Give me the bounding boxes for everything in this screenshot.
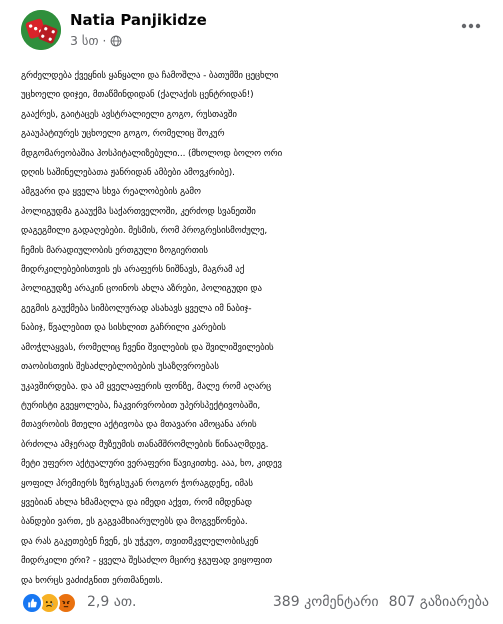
post-text-line: გრძელდება ქვეყნის ყანყალი და ჩამოშლა - ბათუმში ცეცხლი	[21, 71, 279, 81]
post-text-line: მიდრკილი ერი? - ყველა შესაძლო მცირე ჯგუფად ვიყოფით	[21, 556, 272, 567]
comments-count[interactable]: 389 კომენტარი	[272, 594, 379, 610]
post-text-line: ნაბიჯ, წვალებით და სისხლით გაჩრილი კარების	[21, 323, 226, 334]
post-text-line: ბრძოლა ამჯერად მუზეუმის თანამშრომლების წინააღმდეგ.	[21, 439, 269, 450]
post-text-line: უკავშირდება. და ამ ყველაფერის ფონზე, მალე რომ აღარც	[21, 381, 272, 392]
post-text-line: დაგეგმილი გადაღებები. მესმის, რომ პროგრესისმოძულე,	[21, 226, 268, 237]
post-text-line: გეგმის გაუქმება სიმბოლურად ასახავს ყველა იმ ნაბიჯ-	[21, 303, 252, 314]
post-text-line: თაობისთვის შესაძლებლობების უსაზღვროებას	[21, 362, 219, 373]
post-text-line: და ხორცს ვაძიძგნით ერთმანეთს.	[21, 575, 163, 586]
meta-separator: ·	[102, 33, 107, 48]
post-text-line: მიდრკილებებისთვის ეს არაფერს ნიშნავს, მაგრამ აქ	[21, 265, 245, 276]
avatar[interactable]	[21, 10, 61, 50]
shares-count[interactable]: 807 გაზიარება	[388, 594, 489, 610]
like-icon	[21, 592, 43, 614]
post-text-line: მდგომარეობაშია ჰოსპიტალიზებული... (მხოლოდ ბოლო ორი	[21, 148, 283, 159]
post-stats	[273, 594, 489, 610]
post-text-line: ბანდები ვართ, ეს გაგვამხიარულებს და მოგვეწონება.	[21, 517, 248, 528]
post-text-line: დღის საშინელებათა ჟანრიდან ამბები ამოვკრიბე).	[21, 168, 235, 179]
post-text-line: ყვებიან ახლა ხმამაღლა და იმედი აქვთ, რომ იმდენად	[21, 497, 252, 508]
post-text-line: უცხოელი დიჯეი, მთაწმინდიდან (ქალაქის ცენტრიდან!)	[21, 90, 254, 101]
post-text-line: ტურისტი გვეყოლება, ჩაკვირვრობით უპერსპექტივობაში,	[21, 400, 261, 411]
post-meta	[70, 33, 122, 48]
post-text-line: გააუპატიურეს უცხოელი გოგო, რომელიც შოკურ	[21, 129, 225, 140]
post-body-text	[21, 67, 491, 591]
post-text-line: მთავრობის მთელი აქტივობა და მთავარი ამოცანა არის	[21, 420, 257, 431]
post-text-line: ამგვარი და ყველა სხვა რეალობების გამო	[21, 187, 201, 198]
post-text-line: გააქრეს, გაიტაცეს ავსტრალიელი გოგო, რუსთავში	[21, 109, 237, 120]
reaction-count[interactable]: 2,9 ათ.	[87, 594, 137, 610]
post-time[interactable]: 3 სთ	[70, 33, 99, 48]
reaction-icons[interactable]	[21, 592, 72, 614]
post-text-line: პოლიგუდმა გააუქმა საქართველოში, კერძოდ სვანეთში	[21, 206, 256, 217]
post-footer	[21, 590, 489, 618]
author-name[interactable]: Natia Panjikidze	[70, 11, 207, 29]
globe-icon	[110, 35, 122, 47]
post-text-line: ამოჭლაყვას, რომელიც ჩვენი შვილების და შვილიშვილების	[21, 342, 274, 353]
post-header	[21, 6, 491, 56]
post-text-line: პოლიგუდზე არაკინ ცოინოს ახლა აზრები, პოლიგუდი და	[21, 284, 262, 295]
post-text-line: ყოფილ პრემიერს ზურგსუკან როგორ ჭორაგდენე, იმას	[21, 478, 253, 489]
post-text-line: მეტი უფერო აქტუალური ვერაფერი წავიკითხე. ააა, ხო, კიდევ	[21, 459, 282, 470]
post-text-line: და რას გაკეთებენ ჩვენ, ეს უჭკუო, თვითმკვლელობისკენ	[21, 536, 259, 547]
post-text-line: ჩემის მარადიულობის ერთგული ზოგიერთის	[21, 245, 208, 256]
more-options-icon[interactable]	[457, 12, 485, 40]
dice-image	[21, 10, 61, 50]
